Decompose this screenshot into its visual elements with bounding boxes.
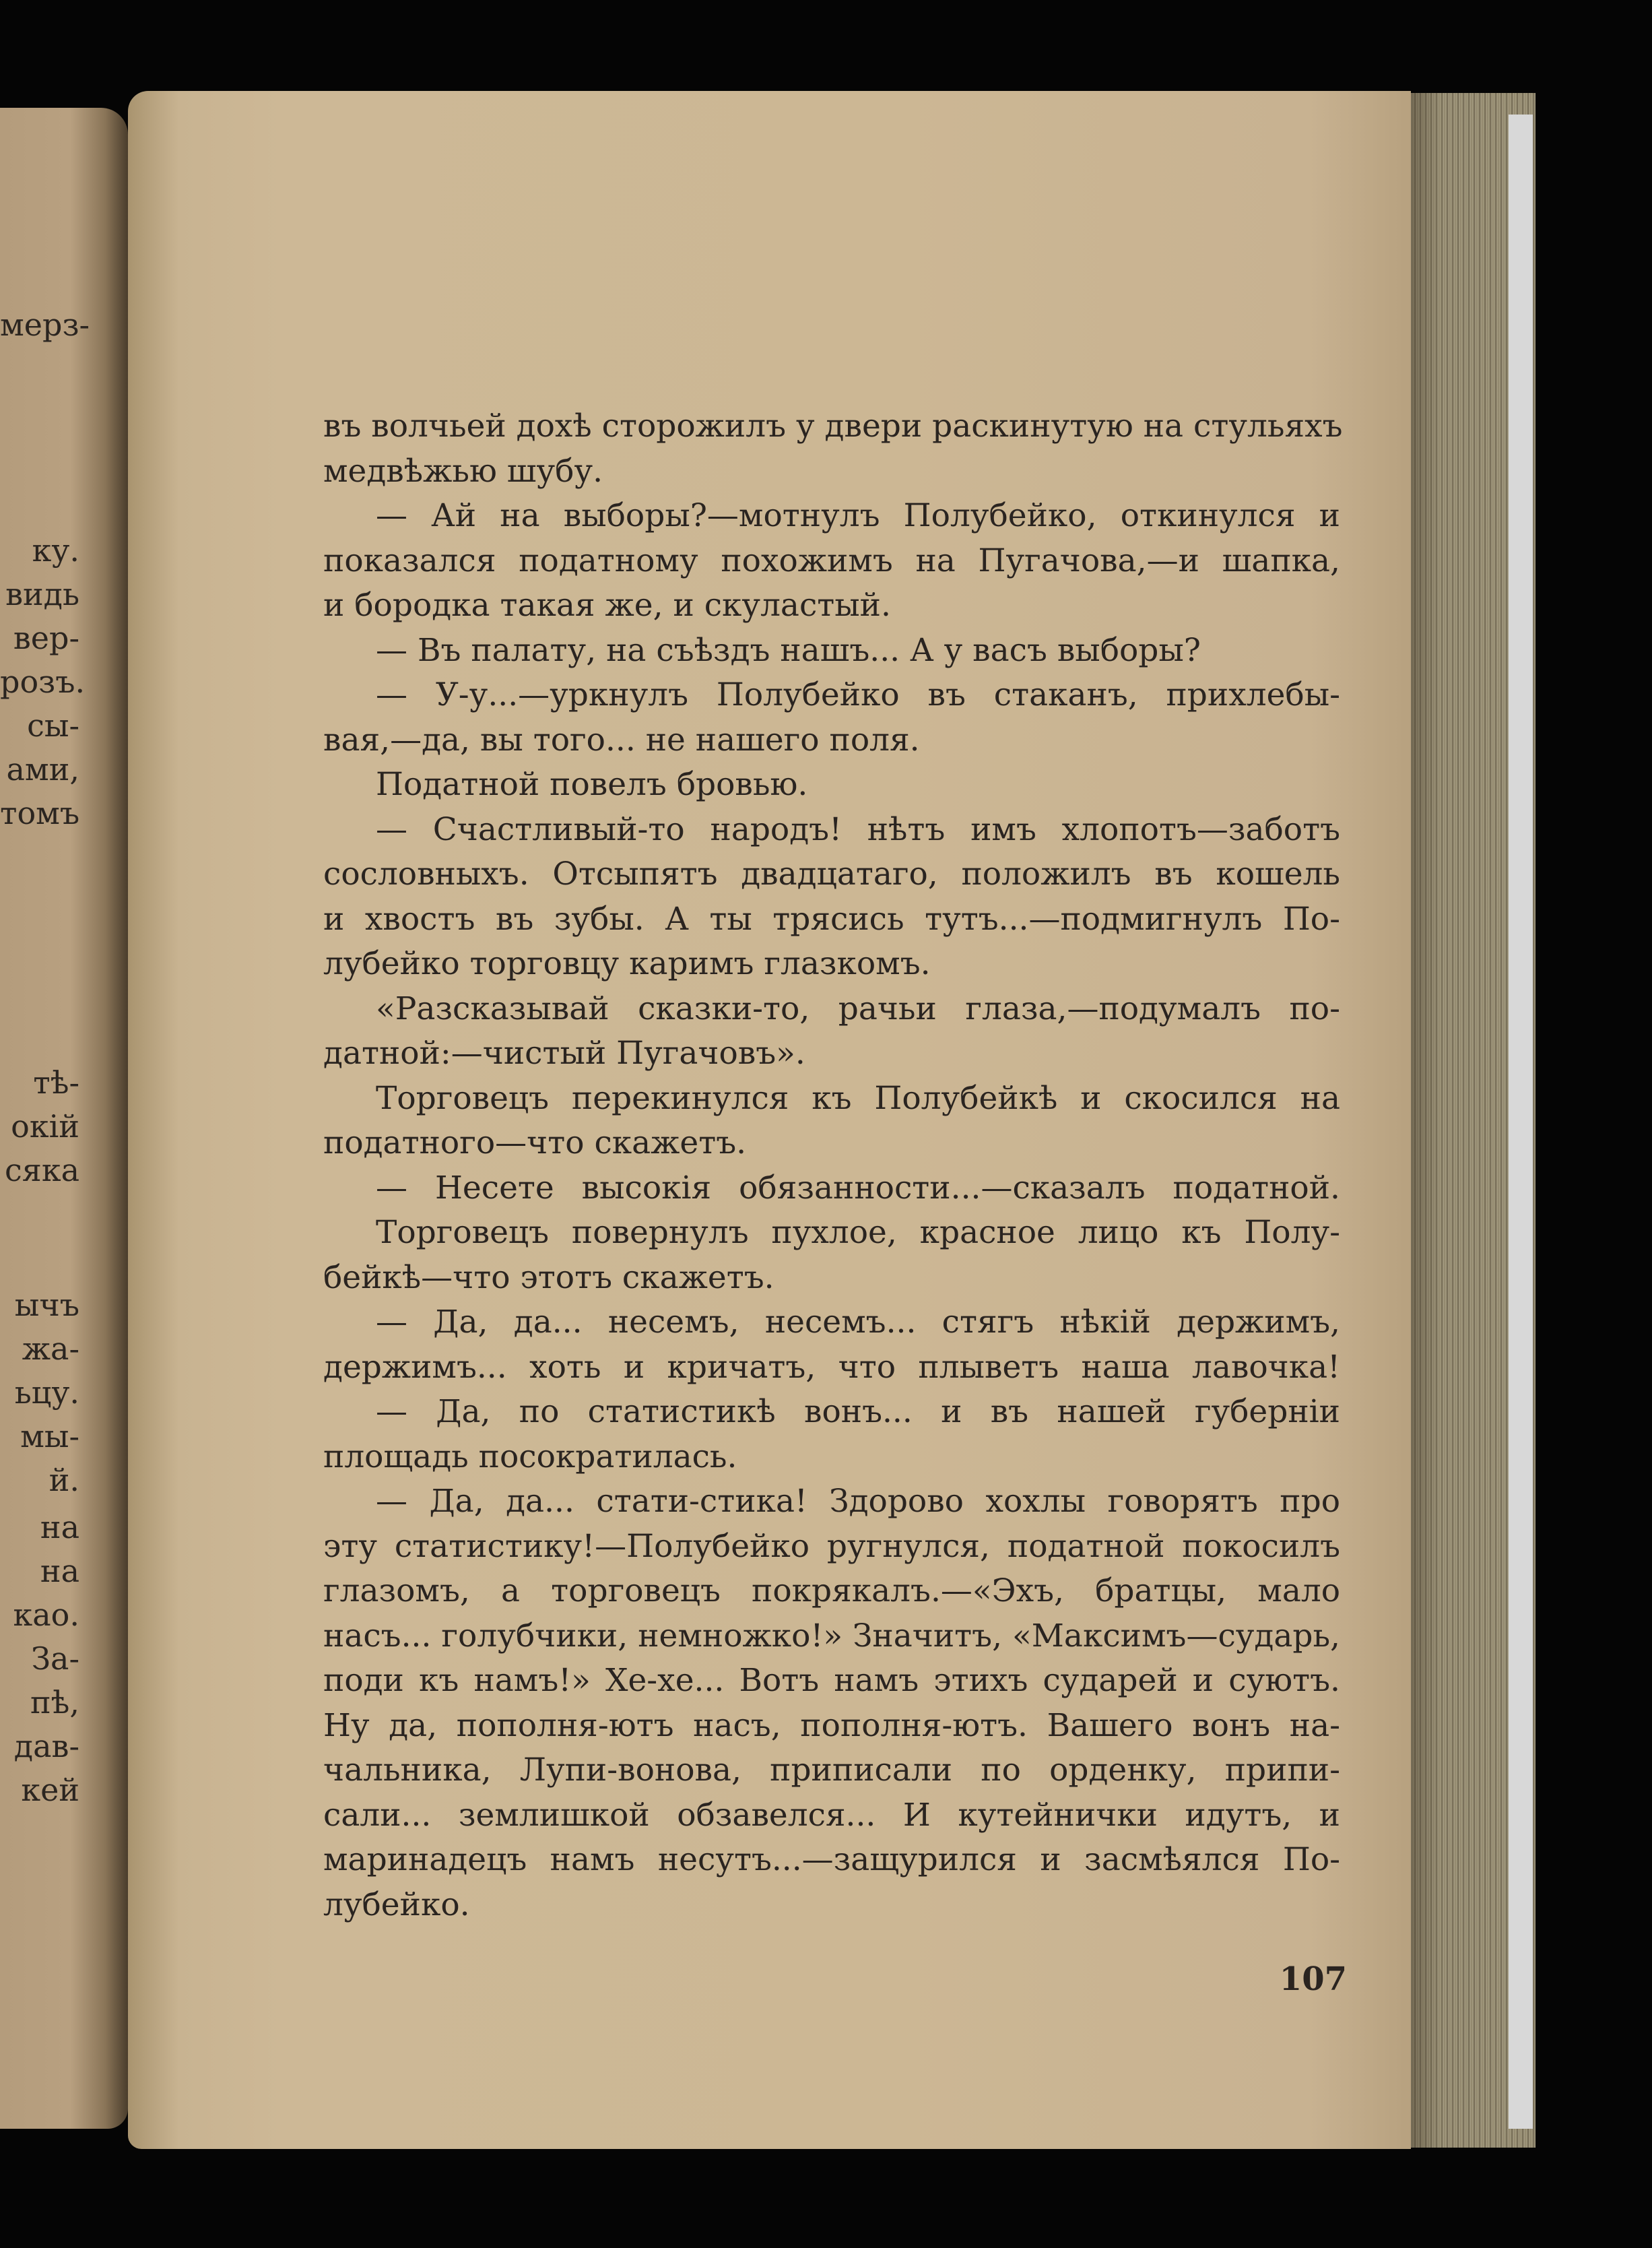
left-page-line-fragment: ку. bbox=[32, 532, 79, 569]
left-page-line-fragment: кей bbox=[21, 1772, 79, 1808]
left-page-line-fragment: За- bbox=[31, 1640, 79, 1677]
text-line: площадь посократилась. bbox=[323, 1438, 737, 1475]
text-line: — Несете высокія обязанности...—сказалъ податной. bbox=[376, 1169, 1340, 1207]
text-line: — Да, да... стати-стика! Здорово хохлы говорятъ про bbox=[376, 1483, 1340, 1520]
text-line: показался податному похожимъ на Пугачова,—и шапка, bbox=[323, 542, 1340, 579]
left-page-line-fragment: окій bbox=[11, 1108, 79, 1145]
text-line: датной:—чистый Пугачовъ». bbox=[323, 1035, 805, 1072]
text-line: вая,—да, вы того... не нашего поля. bbox=[323, 721, 920, 759]
text-line: лубейко торговцу каримъ глазкомъ. bbox=[323, 945, 931, 982]
text-line: лубейко. bbox=[323, 1886, 470, 1923]
text-line: Торговецъ повернулъ пухлое, красное лицо къ Полу- bbox=[376, 1214, 1340, 1251]
text-line: податного—что скажетъ. bbox=[323, 1124, 747, 1161]
left-page-line-fragment: на bbox=[40, 1509, 79, 1545]
text-line: и бородка такая же, и скуластый. bbox=[323, 587, 891, 624]
left-page-line-fragment: сы- bbox=[27, 707, 79, 744]
page-text-block bbox=[323, 404, 1343, 1927]
text-line: — Да, да... несемъ, несемъ... стягъ нѣкій держимъ, bbox=[376, 1304, 1340, 1341]
text-line: — Въ палату, на съѣздъ нашъ... А у васъ выборы? bbox=[376, 631, 1201, 669]
text-line: эту статистику!—Полубейко ругнулся, податной покосилъ bbox=[323, 1527, 1340, 1565]
left-page-line-fragment: пѣ, bbox=[30, 1684, 79, 1721]
left-page-line-fragment: сяка bbox=[5, 1152, 79, 1188]
text-line: и хвостъ въ зубы. А ты трясись тутъ...—подмигнулъ По- bbox=[323, 900, 1340, 938]
text-line: бейкѣ—что этотъ скажетъ. bbox=[323, 1258, 774, 1296]
left-page-line-fragment: вер- bbox=[13, 620, 79, 656]
text-line: — У-у...—уркнулъ Полубейко въ стаканъ, прихлебы- bbox=[376, 676, 1340, 713]
left-page-line-fragment: жа- bbox=[22, 1330, 79, 1367]
left-page-line-fragment: као. bbox=[13, 1597, 79, 1633]
text-line: глазомъ, а торговецъ покрякалъ.—«Эхъ, братцы, мало bbox=[323, 1572, 1340, 1609]
text-line: сали... землишкой обзавелся... И кутейнички идутъ, и bbox=[323, 1796, 1340, 1834]
text-line: — Да, по статистикѣ вонъ... и въ нашей губерніи bbox=[376, 1393, 1340, 1430]
text-line: Торговецъ перекинулся къ Полубейкѣ и скосился на bbox=[376, 1079, 1340, 1117]
left-page-line-fragment: тѣ- bbox=[33, 1064, 79, 1101]
left-page-line-fragment: ычъ bbox=[14, 1287, 79, 1323]
text-line: сословныхъ. Отсыпятъ двадцатаго, положилъ въ кошель bbox=[323, 856, 1340, 893]
left-page-line-fragment: й. bbox=[48, 1462, 79, 1498]
left-page-line-fragment: мерз- bbox=[0, 307, 90, 343]
left-page-line-fragment: на bbox=[40, 1553, 79, 1589]
text-line: держимъ... хоть и кричатъ, что плыветъ наша лавочка! bbox=[323, 1348, 1340, 1386]
left-page-line-fragment: томъ bbox=[0, 795, 80, 831]
text-line: насъ... голубчики, немножко!» Значитъ, «Максимъ—сударь, bbox=[323, 1617, 1340, 1655]
text-line: чальника, Лупи-вонова, приписали по орденку, припи- bbox=[323, 1752, 1340, 1789]
left-page-line-fragment: ьцу. bbox=[14, 1374, 79, 1411]
text-line: — Счастливый-то народъ! нѣтъ имъ хлопотъ—заботъ bbox=[376, 810, 1340, 848]
text-line: маринадецъ намъ несутъ...—защурился и засмѣялся По- bbox=[323, 1841, 1340, 1878]
left-page-line-fragment: видь bbox=[5, 576, 79, 612]
text-line: «Разсказывай сказки-то, рачьи глаза,—подумалъ по- bbox=[376, 990, 1340, 1027]
text-line: въ волчьей дохѣ сторожилъ у двери раскинутую на стульяхъ bbox=[323, 408, 1343, 445]
page-number: 107 bbox=[1279, 1960, 1347, 1998]
right-page bbox=[128, 91, 1411, 2149]
text-line: медвѣжью шубу. bbox=[323, 452, 603, 490]
back-cover-edge bbox=[1509, 115, 1533, 2129]
left-page-line-fragment: ами, bbox=[6, 751, 79, 788]
left-page-line-fragment: дав- bbox=[13, 1728, 79, 1764]
text-line: поди къ намъ!» Хе-хе... Вотъ намъ этихъ сударей и суютъ. bbox=[323, 1662, 1340, 1699]
left-page bbox=[0, 108, 128, 2129]
left-page-line-fragment: розъ. bbox=[0, 664, 86, 700]
text-line: — Ай на выборы?—мотнулъ Полубейко, откинулся и bbox=[376, 497, 1340, 534]
text-line: Податной повелъ бровью. bbox=[376, 766, 808, 803]
left-page-line-fragment: мы- bbox=[20, 1418, 79, 1454]
text-line: Ну да, пополня-ютъ насъ, пополня-ютъ. Вашего вонъ на- bbox=[323, 1706, 1340, 1744]
